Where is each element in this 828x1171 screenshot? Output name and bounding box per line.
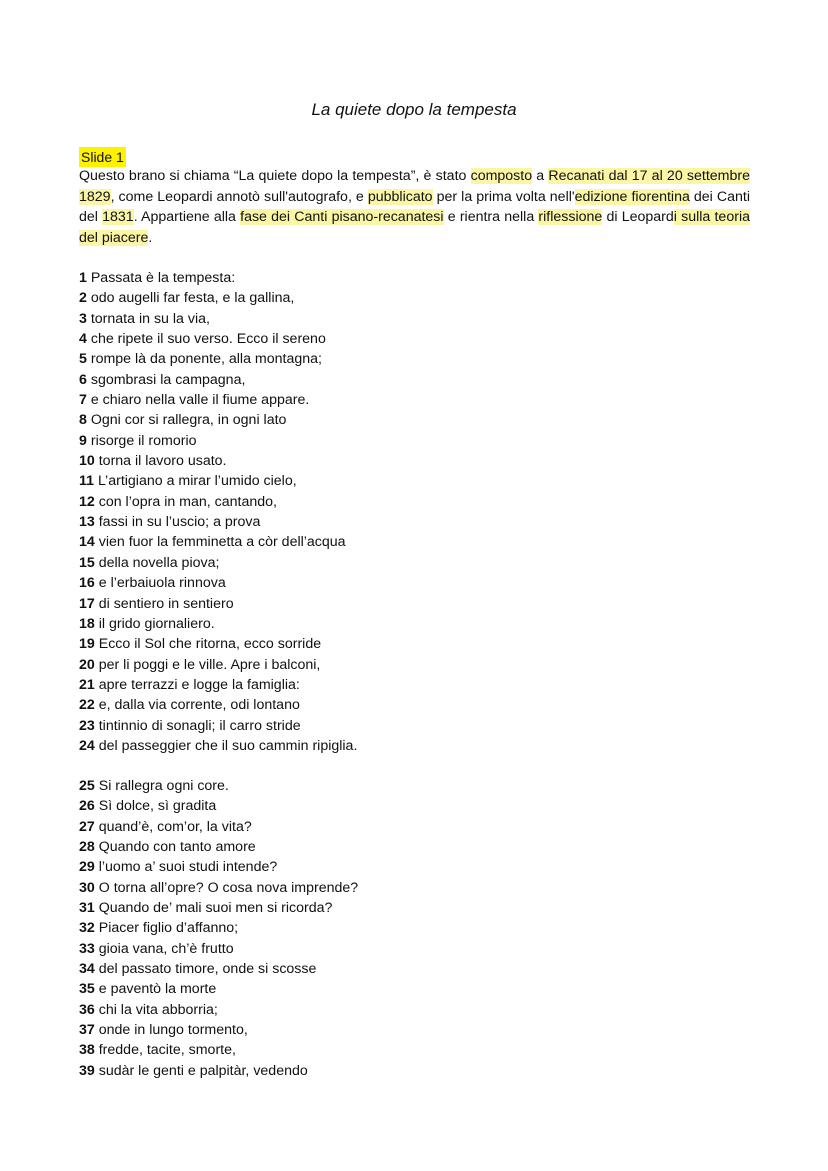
poem-line xyxy=(79,1000,358,1020)
poem-line xyxy=(79,837,358,857)
intro-text: di Leopard xyxy=(602,209,674,226)
intro-text: . xyxy=(148,229,153,246)
line-text: e chiaro nella valle il fiume appare. xyxy=(90,392,310,409)
line-text: tornata in su la via, xyxy=(90,310,210,327)
line-text: fredde, tacite, smorte, xyxy=(98,1042,236,1059)
poem-line xyxy=(79,471,357,491)
poem-line xyxy=(79,1061,358,1081)
line-number: 30 xyxy=(79,879,95,896)
line-text: torna il lavoro usato. xyxy=(98,453,227,470)
poem-line xyxy=(79,655,357,675)
poem-line xyxy=(79,776,358,796)
line-number: 8 xyxy=(79,412,87,429)
line-text: sgombrasi la campagna, xyxy=(90,371,246,388)
line-text: e l’erbaiuola rinnova xyxy=(98,575,226,592)
line-number: 3 xyxy=(79,310,87,327)
line-text: il grido giornaliero. xyxy=(98,615,215,632)
intro-highlight: composto xyxy=(470,168,533,184)
intro-text: per la prima volta nell' xyxy=(432,188,575,205)
line-number: 21 xyxy=(79,676,95,693)
line-number: 14 xyxy=(79,534,95,551)
line-number: 1 xyxy=(79,270,87,286)
line-text: della novella piova; xyxy=(98,554,220,571)
intro-highlight: riflessione xyxy=(538,209,603,226)
line-text: fassi in su l’uscio; a prova xyxy=(98,514,261,531)
line-number: 4 xyxy=(79,331,87,348)
line-number: 35 xyxy=(79,981,95,998)
poem-line xyxy=(79,553,357,573)
line-text: Quando con tanto amore xyxy=(98,839,256,856)
line-number: 39 xyxy=(79,1062,95,1079)
line-text: per li poggi e le ville. Apre i balconi, xyxy=(98,656,321,673)
intro-text: e rientra nella xyxy=(443,209,539,226)
line-number: 12 xyxy=(79,493,95,510)
line-number: 36 xyxy=(79,1001,95,1018)
line-number: 22 xyxy=(79,697,95,714)
line-number: 29 xyxy=(79,859,95,876)
intro-highlight: i sulla teoria del piacere xyxy=(79,209,750,246)
line-text: di sentiero in sentiero xyxy=(98,595,234,612)
line-number: 10 xyxy=(79,453,95,470)
line-number: 2 xyxy=(79,290,87,307)
line-number: 28 xyxy=(79,839,95,856)
poem-line xyxy=(79,431,357,451)
poem-line xyxy=(79,268,357,288)
poem-line xyxy=(79,390,357,410)
line-text: gioia vana, ch’è frutto xyxy=(98,940,234,957)
poem-line xyxy=(79,349,357,369)
poem-line xyxy=(79,288,357,308)
poem-line xyxy=(79,736,357,756)
line-number: 32 xyxy=(79,920,95,937)
intro-highlight: fase dei Canti pisano-recanatesi xyxy=(240,209,444,226)
poem-line xyxy=(79,675,357,695)
poem-line xyxy=(79,1020,358,1040)
line-number: 6 xyxy=(79,371,87,388)
line-text: sudàr le genti e palpitàr, vedendo xyxy=(98,1062,308,1079)
line-text: L’artigiano a mirar l’umido cielo, xyxy=(97,473,297,490)
poem-line xyxy=(79,492,357,512)
line-number: 16 xyxy=(79,575,95,592)
line-number: 31 xyxy=(79,900,95,917)
line-text: Quando de’ mali suoi men si ricorda? xyxy=(98,900,333,917)
line-text: Piacer figlio d’affanno; xyxy=(98,920,239,937)
poem-line xyxy=(79,857,358,877)
line-text: onde in lungo tormento, xyxy=(98,1022,248,1039)
poem-line xyxy=(79,451,357,471)
intro-highlight: 1831 xyxy=(102,209,134,226)
line-text: rompe là da ponente, alla montagna; xyxy=(90,351,322,368)
intro-highlight: pubblicato xyxy=(367,188,433,205)
intro-highlight: Recanati dal 17 al 20 settembre 1829 xyxy=(79,168,750,205)
line-number: 18 xyxy=(79,615,95,632)
line-number: 11 xyxy=(79,473,94,490)
poem-line xyxy=(79,918,358,938)
line-text: che ripete il suo verso. Ecco il sereno xyxy=(90,331,326,348)
line-text: del passato timore, onde si scosse xyxy=(98,961,317,978)
line-number: 5 xyxy=(79,351,87,368)
poem-line xyxy=(79,370,357,390)
line-number: 20 xyxy=(79,656,95,673)
line-number: 24 xyxy=(79,737,95,754)
poem-line xyxy=(79,512,357,532)
poem-line xyxy=(79,573,357,593)
line-text: Si rallegra ogni core. xyxy=(98,778,229,794)
line-number: 13 xyxy=(79,514,95,531)
line-text: O torna all’opre? O cosa nova imprende? xyxy=(98,879,359,896)
line-number: 33 xyxy=(79,940,95,957)
line-number: 17 xyxy=(79,595,95,612)
line-number: 15 xyxy=(79,554,95,571)
intro-text: , come Leopardi annotò sull'autografo, e xyxy=(110,188,368,205)
line-number: 7 xyxy=(79,392,87,409)
intro-text: a xyxy=(532,168,549,184)
line-text: e, dalla via corrente, odi lontano xyxy=(98,697,300,714)
intro-text: . Appartiene alla xyxy=(133,209,241,226)
poem-line xyxy=(79,695,357,715)
line-text: del passeggier che il suo cammin ripiglia. xyxy=(98,737,358,754)
poem-line xyxy=(79,614,357,634)
poem-stanza-1 xyxy=(79,268,357,756)
line-number: 37 xyxy=(79,1022,95,1039)
line-text: Ogni cor si rallegra, in ogni lato xyxy=(90,412,287,429)
poem-line xyxy=(79,410,357,430)
line-number: 25 xyxy=(79,778,95,794)
poem-line xyxy=(79,959,358,979)
document-title: La quiete dopo la tempesta xyxy=(311,100,517,119)
line-text: apre terrazzi e logge la famiglia: xyxy=(98,676,300,693)
line-text: tintinnio di sonagli; il carro stride xyxy=(98,717,301,734)
line-number: 19 xyxy=(79,636,95,653)
line-number: 34 xyxy=(79,961,95,978)
line-number: 27 xyxy=(79,818,95,835)
line-number: 26 xyxy=(79,798,95,815)
line-text: vien fuor la femminetta a còr dell’acqua xyxy=(98,534,346,551)
poem-line xyxy=(79,898,358,918)
poem-line xyxy=(79,309,357,329)
line-number: 38 xyxy=(79,1042,95,1059)
slide-label: Slide 1 xyxy=(81,149,124,165)
line-text: risorge il romorio xyxy=(90,432,197,449)
line-text: Sì dolce, sì gradita xyxy=(98,798,217,815)
line-text: Passata è la tempesta: xyxy=(90,270,236,286)
line-text: e paventò la morte xyxy=(98,981,217,998)
poem-line xyxy=(79,716,357,736)
line-number: 23 xyxy=(79,717,95,734)
poem-line xyxy=(79,878,358,898)
intro-text: Questo brano si chiama “La quiete dopo la tempesta”, è stato xyxy=(79,168,471,184)
line-text: con l’opra in man, cantando, xyxy=(98,493,277,510)
poem-line xyxy=(79,1040,358,1060)
line-text: Ecco il Sol che ritorna, ecco sorride xyxy=(98,636,322,653)
poem-line xyxy=(79,939,358,959)
line-text: l’uomo a’ suoi studi intende? xyxy=(98,859,278,876)
poem-line xyxy=(79,817,358,837)
poem-stanza-2 xyxy=(79,776,358,1081)
line-text: quand’è, com’or, la vita? xyxy=(98,818,252,835)
poem-line xyxy=(79,329,357,349)
intro-paragraph xyxy=(79,166,750,248)
line-text: chi la vita abborria; xyxy=(98,1001,218,1018)
line-number: 9 xyxy=(79,432,87,449)
poem-line xyxy=(79,979,358,999)
line-text: odo augelli far festa, e la gallina, xyxy=(90,290,295,307)
poem-line xyxy=(79,796,358,816)
poem-line xyxy=(79,594,357,614)
poem-line xyxy=(79,634,357,654)
poem-line xyxy=(79,532,357,552)
intro-highlight: edizione fiorentina xyxy=(574,188,690,205)
intro-text: dei Canti del xyxy=(79,188,751,226)
